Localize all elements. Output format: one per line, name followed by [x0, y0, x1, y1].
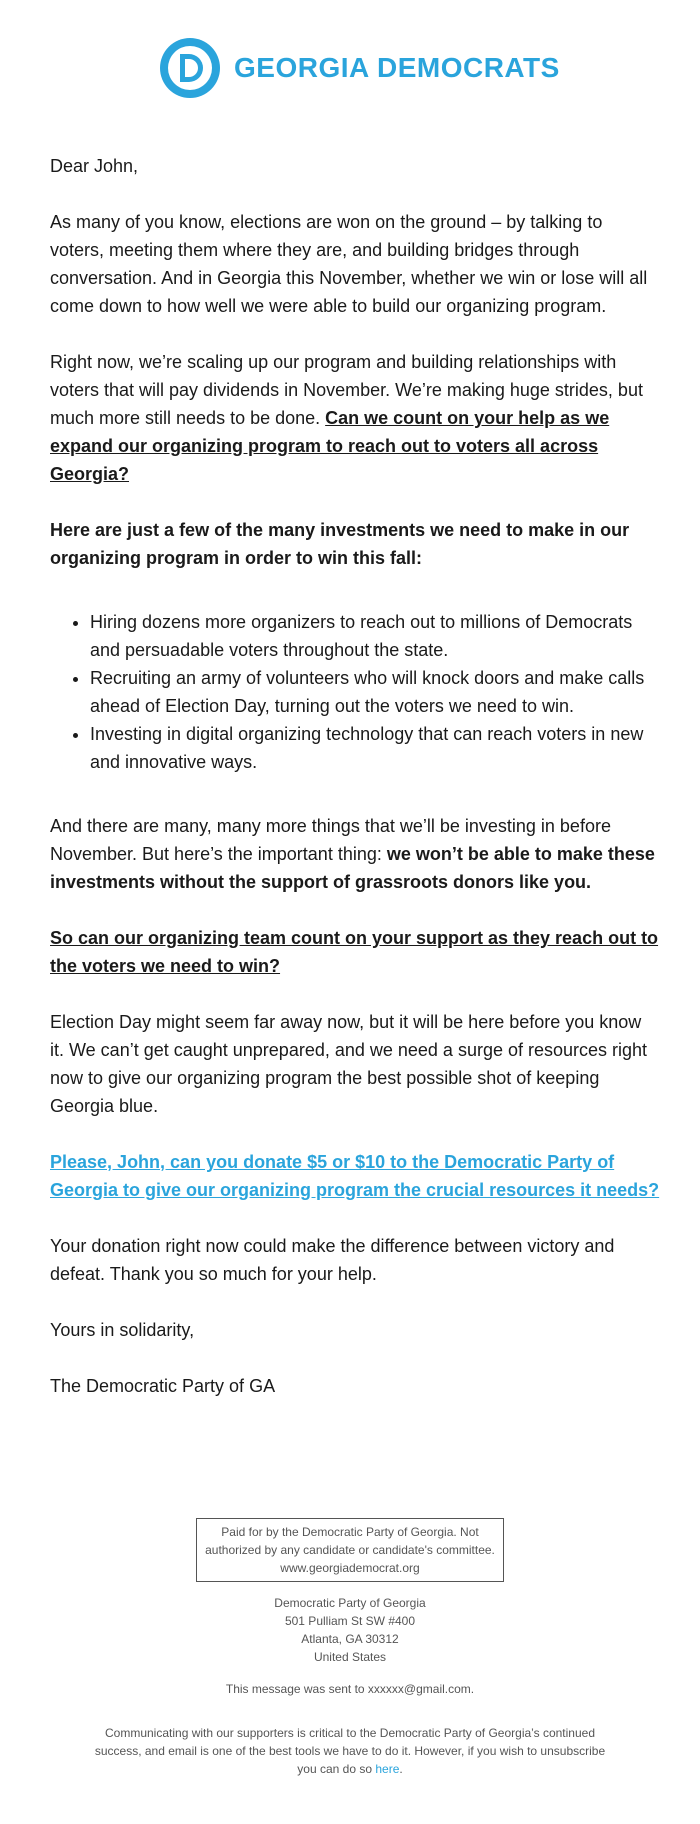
list-item: • Hiring dozens more organizers to reach out to millions of Democrats and persuadable voters throughout the state. — [90, 608, 660, 664]
unsubscribe-link[interactable]: here — [375, 1762, 400, 1776]
paragraph-4: Election Day might seem far away now, but it will be here before you know it. We can’t get caught unprepared, and we need a surge of resources right now to give our organizing program the best possible shot of keeping Georgia blue. — [50, 1012, 648, 1116]
unsubscribe-end: . — [399, 1762, 403, 1776]
paragraph-1: As many of you know, elections are won on the ground – by talking to voters, meeting them where they are, and building bridges through conversation. And in Georgia this November, whether we win or lose will all come down to how well we were able to build our organizing program. — [50, 212, 648, 316]
address-line: 501 Pulliam St SW #400 — [284, 1614, 416, 1628]
investments-heading: Here are just a few of the many investments we need to make in our organizing program in order to win this fall: — [50, 520, 630, 568]
list-item: • Recruiting an army of volunteers who will knock doors and make calls ahead of Election Day, turning out the voters we need to win. — [90, 664, 660, 720]
paragraph-2 — [50, 348, 660, 488]
paragraph-2-underlined: Can we count on your help as we expand our organizing program to reach out to voters all across Georgia? — [50, 408, 610, 484]
donate-link-paragraph — [50, 1148, 660, 1204]
investment-list — [50, 608, 660, 776]
website-text: www.georgiademocrat.org — [280, 1561, 420, 1575]
letter-body — [50, 152, 660, 1428]
paragraph-3-text: And there are many, many more things that we’ll be investing in before November. But here’s the important thing: — [50, 816, 611, 864]
list-item: • Investing in digital organizing technology that can reach voters in new and innovative ways. — [90, 720, 660, 776]
paid-for-text: Paid for by the Democratic Party of Georgia. Not authorized by any candidate or candidate's committee. — [205, 1525, 495, 1557]
paragraph-3 — [50, 812, 660, 896]
donate-link[interactable]: Please, John, can you donate $5 or $10 to the Democratic Party of Georgia to give our organizing program the crucial resources it needs? — [50, 1152, 660, 1200]
address-line: Democratic Party of Georgia — [274, 1596, 426, 1610]
paragraph-2-text: Right now, we’re scaling up our program and building relationships with voters that will pay dividends in November. We’re making huge strides, but much more still needs to be done. — [50, 352, 643, 428]
address-line: United States — [313, 1650, 387, 1664]
paragraph-3-bold: we won’t be able to make these investments without the support of grassroots donors like you. — [50, 844, 655, 892]
signature: The Democratic Party of GA — [50, 1376, 276, 1396]
support-question: So can our organizing team count on your support as they reach out to the voters we need to win? — [50, 928, 659, 976]
unsubscribe-notice — [90, 1724, 610, 1778]
paragraph-5: Your donation right now could make the difference between victory and defeat. Thank you so much for your help. — [50, 1236, 615, 1284]
address-line: Atlanta, GA 30312 — [301, 1632, 399, 1646]
d-logo-icon — [158, 36, 222, 100]
closing: Yours in solidarity, — [50, 1320, 195, 1340]
brand-name: GEORGIA DEMOCRATS — [234, 52, 560, 83]
header-logo[interactable] — [158, 36, 560, 100]
footer — [0, 1518, 700, 1778]
mailing-address — [0, 1594, 700, 1666]
sent-to-notice: This message was sent to xxxxxx@gmail.com. — [225, 1682, 475, 1696]
paid-for-box — [196, 1518, 504, 1582]
greeting: Dear John, — [50, 156, 139, 176]
unsubscribe-text: Communicating with our supporters is critical to the Democratic Party of Georgia’s continued success, and email is one of the best tools we have to do it. However, if you wish to unsubscribe you can do so — [94, 1726, 606, 1776]
